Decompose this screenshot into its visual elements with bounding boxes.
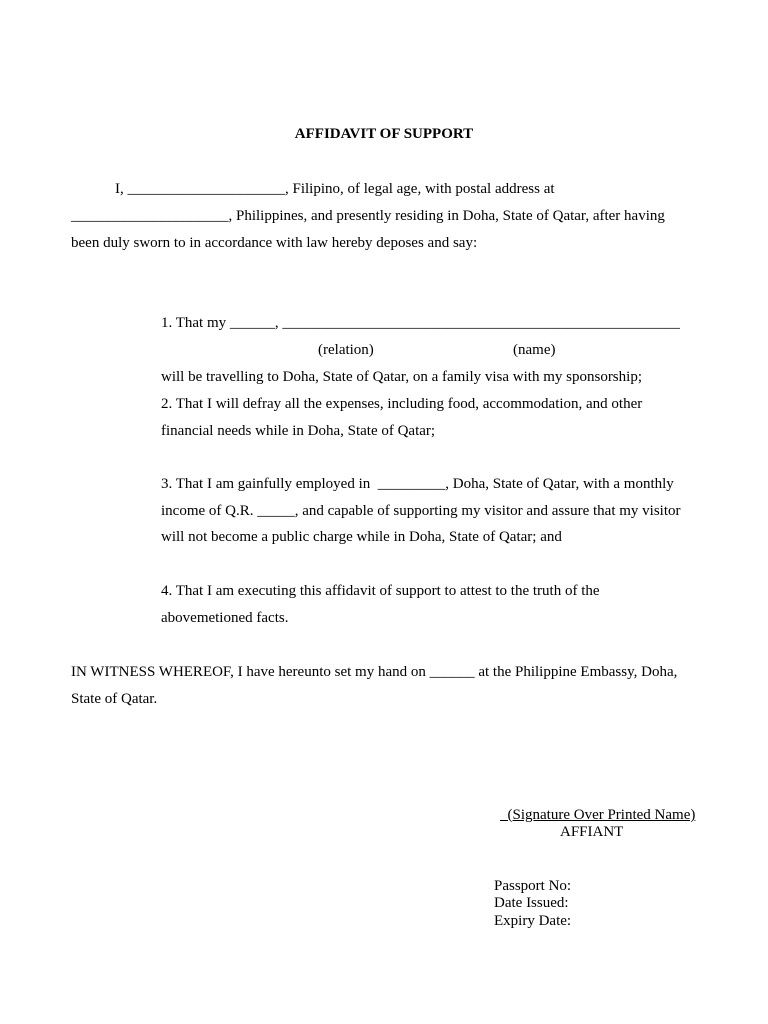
item-1-line-2: will be travelling to Doha, State of Qatar, on a family visa with my sponsorship; bbox=[161, 369, 642, 385]
intro-line-3: been duly sworn to in accordance with law hereby deposes and say: bbox=[71, 235, 478, 251]
passport-number-label: Passport No: bbox=[494, 878, 572, 894]
date-issued-label: Date Issued: bbox=[494, 895, 569, 911]
item-2-line-2: financial needs while in Doha, State of Qatar; bbox=[161, 423, 436, 439]
affiant-label: AFFIANT bbox=[560, 824, 624, 840]
item-1-line-1: 1. That my ______, _____________________________________________________ bbox=[161, 315, 680, 331]
witness-line-1: IN WITNESS WHEREOF, I have hereunto set my hand on ______ at the Philippine Embassy, Doha, bbox=[71, 664, 678, 680]
signature-line: (Signature Over Printed Name) bbox=[500, 807, 696, 823]
name-label: (name) bbox=[513, 342, 556, 358]
document-title: AFFIDAVIT OF SUPPORT bbox=[294, 126, 474, 142]
item-2-line-1: 2. That I will defray all the expenses, including food, accommodation, and other bbox=[161, 396, 643, 412]
intro-line-2: _____________________, Philippines, and presently residing in Doha, State of Qatar, after having bbox=[71, 208, 665, 224]
expiry-date-label: Expiry Date: bbox=[494, 913, 572, 929]
item-3-line-1: 3. That I am gainfully employed in _________, Doha, State of Qatar, with a monthly bbox=[161, 476, 674, 492]
item-3-line-2: income of Q.R. _____, and capable of supporting my visitor and assure that my visitor bbox=[161, 503, 681, 519]
intro-line-1: I, _____________________, Filipino, of legal age, with postal address at bbox=[115, 181, 555, 197]
witness-line-2: State of Qatar. bbox=[71, 691, 158, 707]
item-3-line-3: will not become a public charge while in Doha, State of Qatar; and bbox=[161, 529, 562, 545]
item-4-line-1: 4. That I am executing this affidavit of support to attest to the truth of the bbox=[161, 583, 600, 599]
relation-label: (relation) bbox=[318, 342, 374, 358]
item-4-line-2: abovemetioned facts. bbox=[161, 610, 289, 626]
